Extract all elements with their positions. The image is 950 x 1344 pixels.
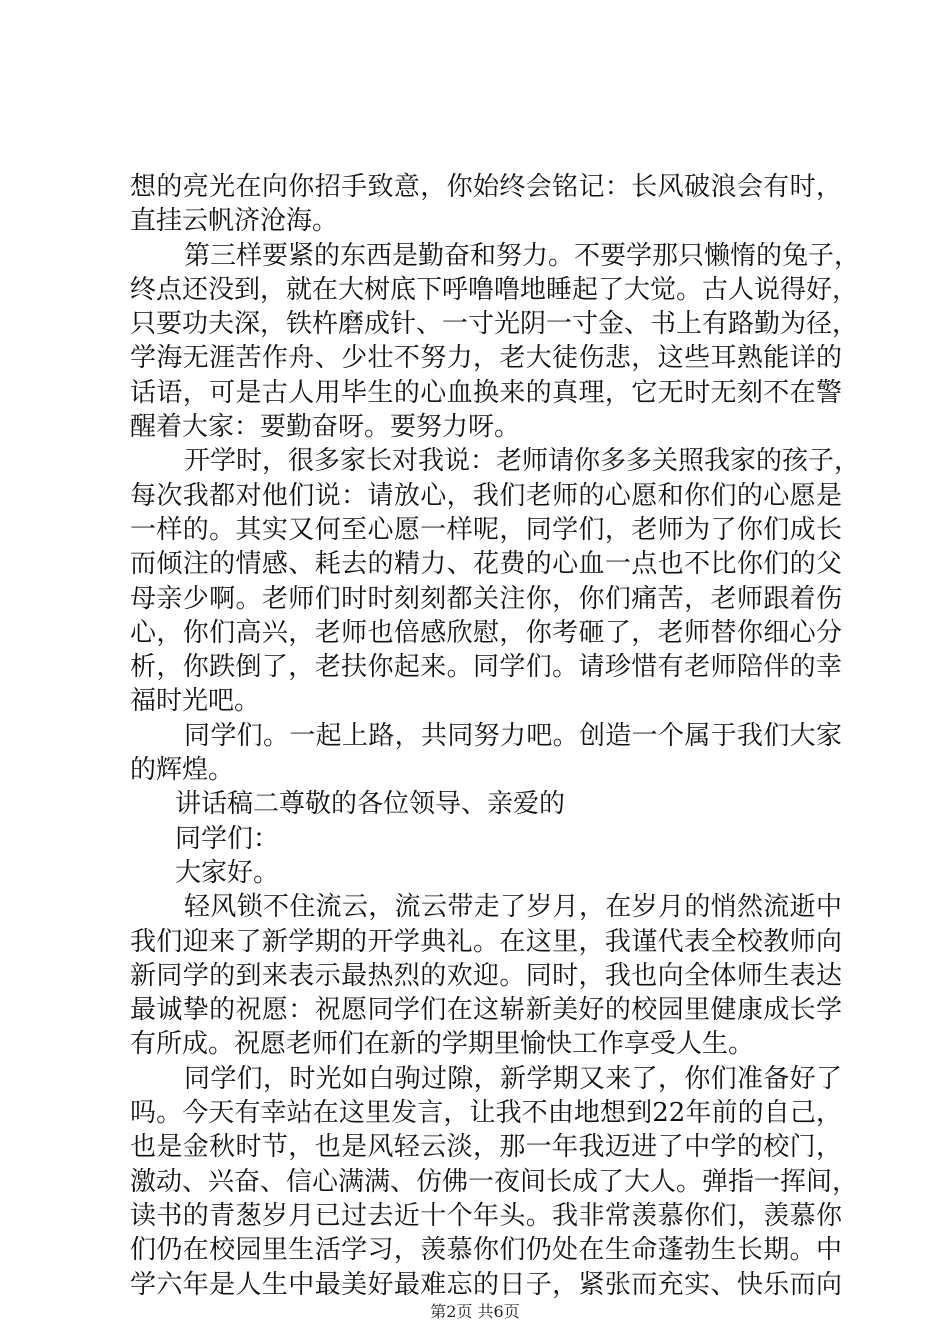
text-line: 新同学的到来表示最热烈的欢迎。同时，我也向全体师生表达 [130, 960, 842, 991]
text-line: 醒着大家：要勤奋呀。要努力呀。 [130, 412, 521, 443]
text-line: 最诚挚的祝愿：祝愿同学们在这崭新美好的校园里健康成长学 [130, 995, 842, 1026]
paragraph [130, 170, 842, 239]
text-line: 们仍在校园里生活学习，羡慕你们仍处在生命蓬勃生长期。中 [130, 1235, 842, 1266]
text-line: 只要功夫深，铁杵磨成针、一寸光阴一寸金、书上有路勤为径， [130, 309, 859, 340]
text-line: 讲话稿二尊敬的各位领导、亲爱的 [175, 789, 566, 820]
text-line: 也是金秋时节，也是风轻云淡，那一年我迈进了中学的校门， [130, 1132, 842, 1163]
text-line: 同学们，时光如白驹过隙，新学期又来了，你们准备好了 [184, 1063, 842, 1094]
text-line: 轻风锁不住流云，流云带走了岁月，在岁月的悄然流逝中 [184, 892, 842, 923]
text-line: 同学们： [175, 823, 280, 854]
page-footer: 第2页 共6页 [430, 1302, 520, 1321]
text-line: 学海无涯苦作舟、少壮不努力，老大徒伤悲，这些耳熟能详的 [130, 343, 842, 374]
text-line: 第三样要紧的东西是勤奋和努力。不要学那只懒惰的兔子， [184, 240, 861, 271]
paragraph [130, 890, 842, 1061]
paragraph [130, 822, 842, 856]
text-line: 直挂云帆济沧海。 [130, 206, 339, 237]
text-line: 同学们。一起上路，共同努力吧。创造一个属于我们大家 [184, 720, 842, 751]
text-line: 有所成。祝愿老师们在新的学期里愉快工作享受人生。 [130, 1029, 755, 1060]
text-line: 我们迎来了新学期的开学典礼。在这里，我谨代表全校教师向 [130, 926, 842, 957]
text-line: 开学时，很多家长对我说：老师请你多多关照我家的孩子， [184, 446, 861, 477]
text-line: 福时光吧。 [130, 686, 261, 717]
paragraph [130, 239, 861, 445]
text-line: 而倾注的情感、耗去的精力、花费的心血一点也不比你们的父 [130, 549, 842, 580]
text-line: 激动、兴奋、信心满满、仿佛一夜间长成了大人。弹指一挥间， [130, 1166, 859, 1197]
paragraph [130, 719, 842, 788]
text-line: 学六年是人生中最美好最难忘的日子，紧张而充实、快乐而向 [130, 1269, 842, 1300]
text-line: 心，你们高兴，老师也倍感欣慰，你考砸了，老师替你细心分 [130, 617, 842, 648]
paragraph [130, 787, 842, 821]
text-line: 话语，可是古人用毕生的心血换来的真理，它无时无刻不在警 [130, 377, 842, 408]
paragraph [130, 1062, 859, 1302]
text-line: 大家好。 [175, 857, 280, 888]
text-line: 想的亮光在向你招手致意，你始终会铭记：长风破浪会有时， [130, 172, 842, 202]
text-line: 一样的。其实又何至心愿一样呢，同学们，老师为了你们成长 [130, 514, 842, 545]
text-line: 读书的青葱岁月已过去近十个年头。我非常羡慕你们，羡慕你 [130, 1200, 842, 1231]
text-line: 每次我都对他们说：请放心，我们老师的心愿和你们的心愿是 [130, 480, 842, 511]
paragraph [130, 444, 861, 718]
text-line: 的辉煌。 [130, 755, 235, 786]
text-line: 吗。今天有幸站在这里发言，让我不由地想到22年前的自己， [130, 1098, 842, 1129]
text-line: 终点还没到，就在大树底下呼噜噜地睡起了大觉。古人说得好， [130, 274, 859, 305]
document-body [130, 170, 861, 1302]
text-line: 析，你跌倒了，老扶你起来。同学们。请珍惜有老师陪伴的幸 [130, 652, 842, 683]
paragraph [130, 856, 842, 890]
text-line: 母亲少啊。老师们时时刻刻都关注你，你们痛苦，老师跟着伤 [130, 583, 842, 614]
